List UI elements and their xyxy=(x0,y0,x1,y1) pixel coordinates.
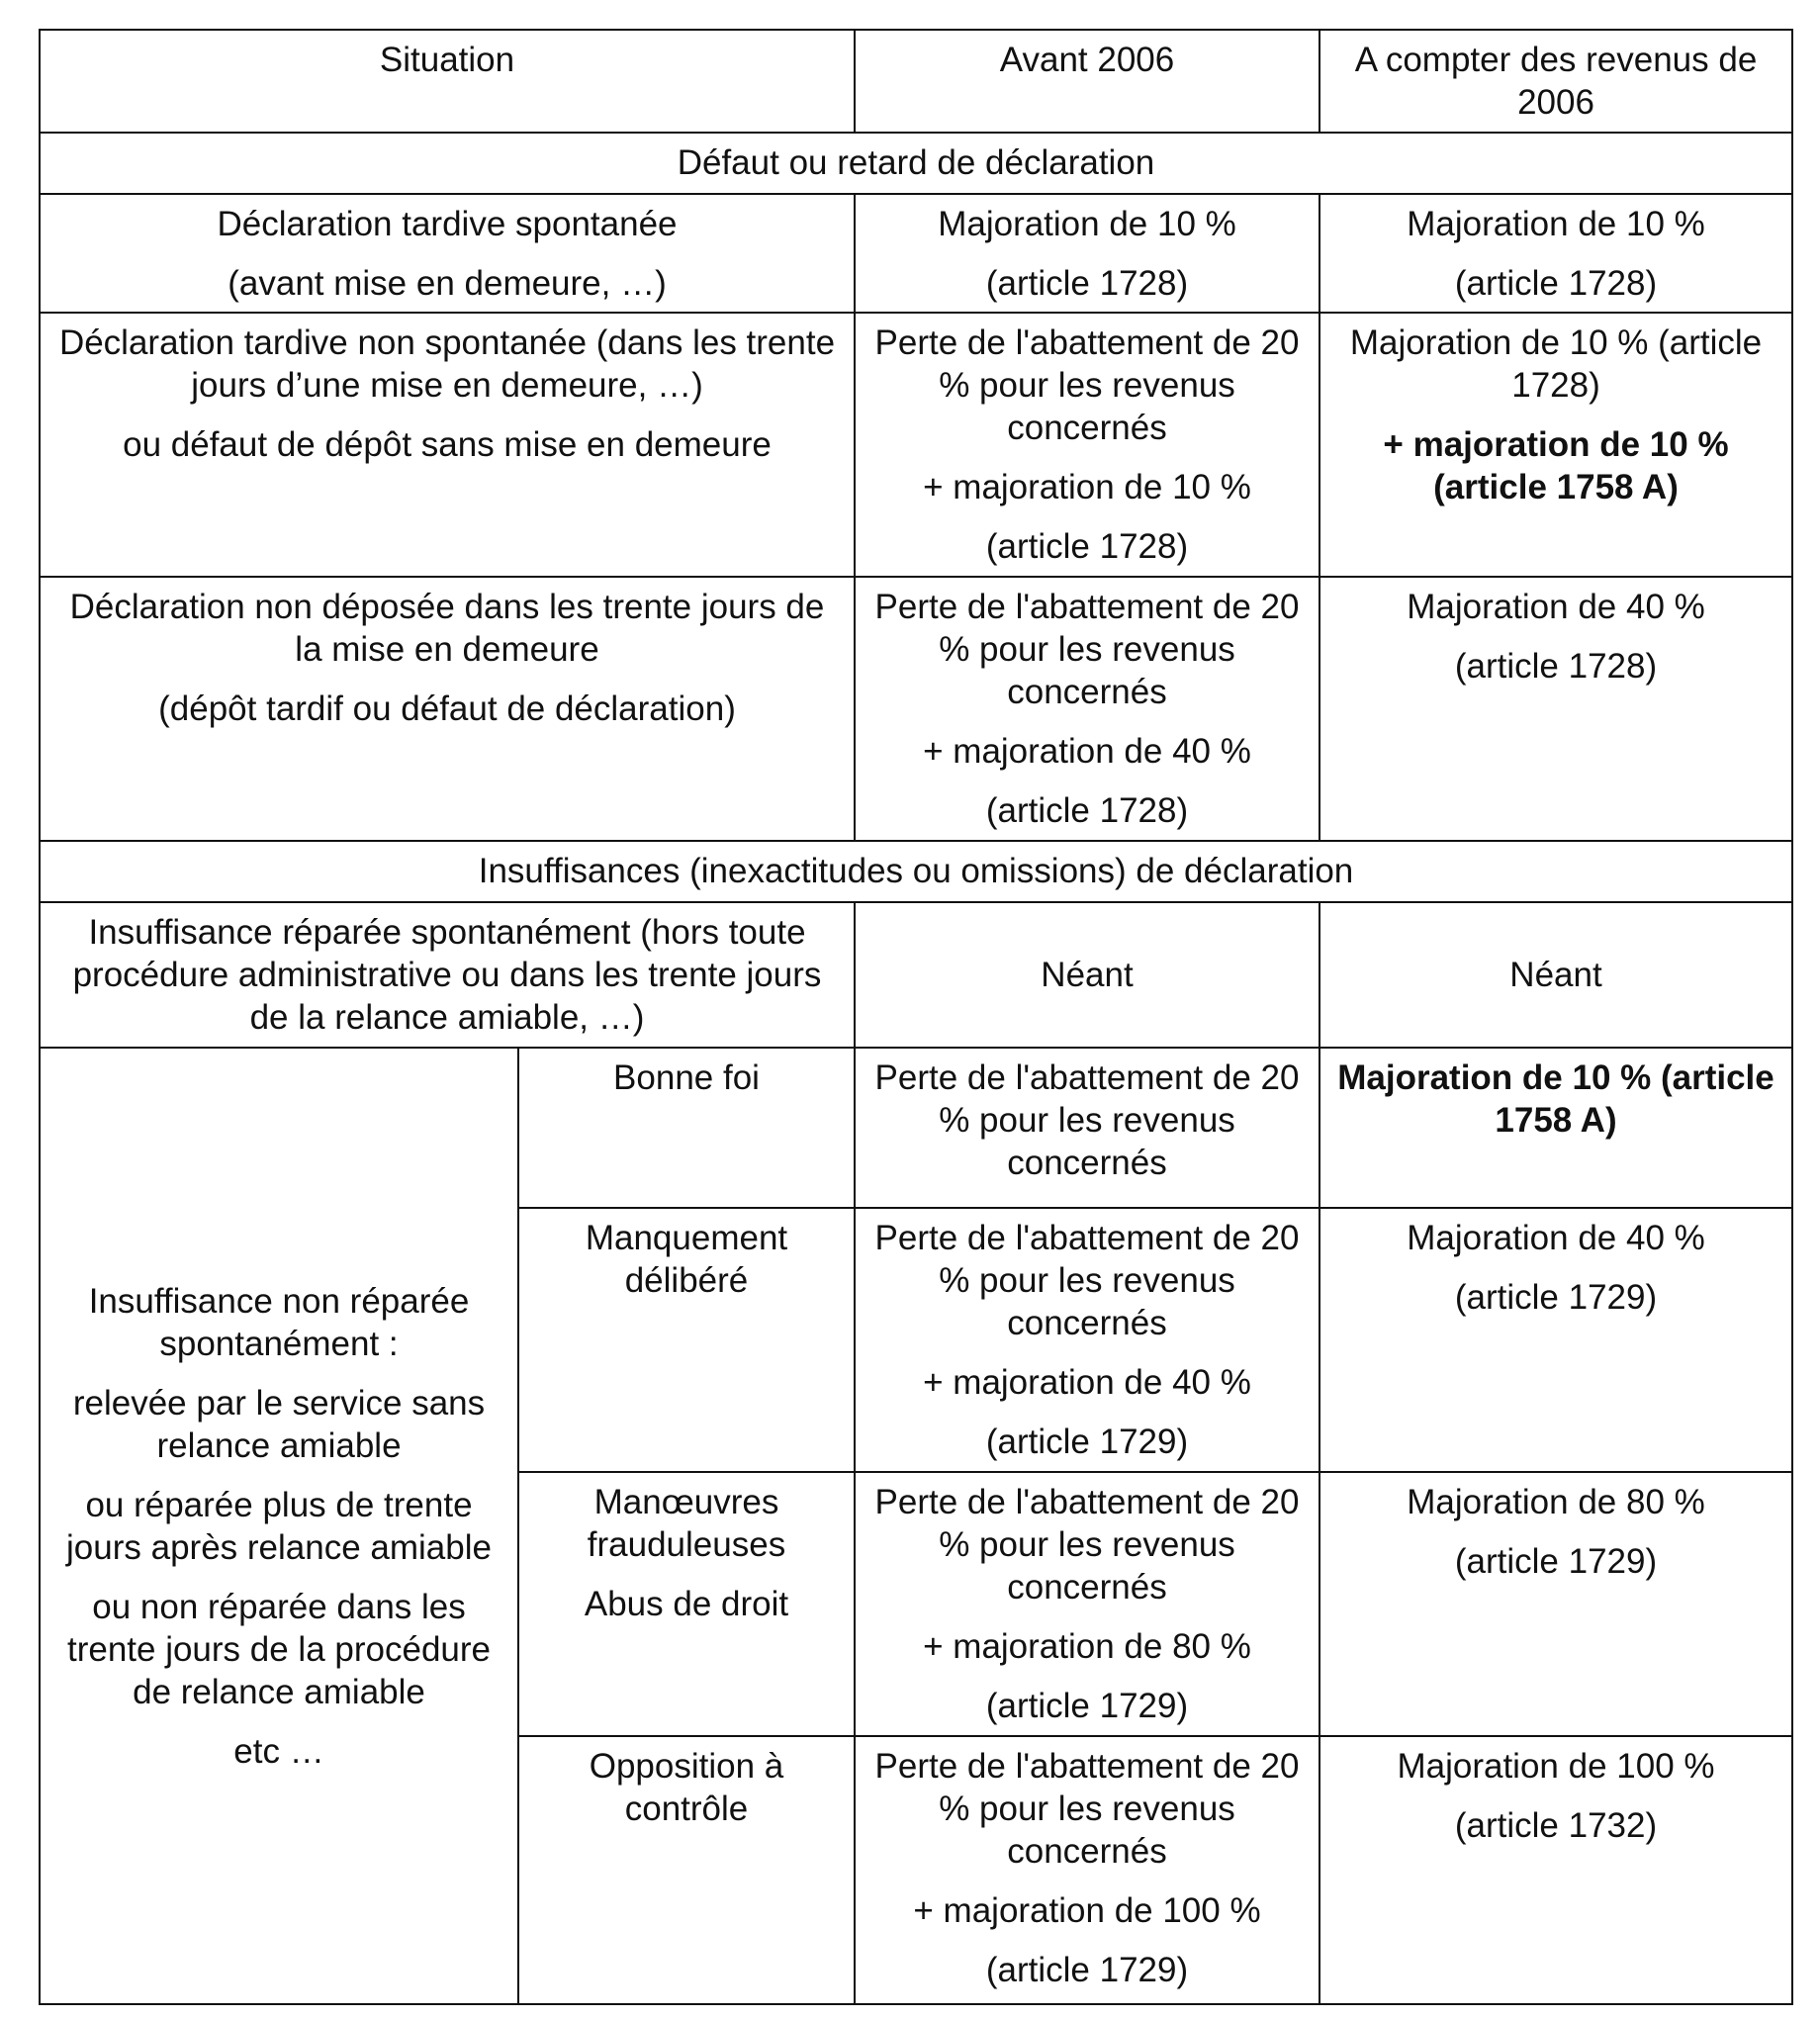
apres-cell: Majoration de 80 % (article 1729) xyxy=(1320,1472,1792,1736)
table-row xyxy=(40,194,1792,313)
avant-cell: Perte de l'abattement de 20 % pour les revenus concernés xyxy=(855,1048,1320,1208)
avant-cell: Perte de l'abattement de 20 % pour les revenus concernés + majoration de 40 % (article 1728) xyxy=(855,577,1320,841)
header-a-compter-2006: A compter des revenus de 2006 xyxy=(1320,30,1792,133)
apres-cell: Majoration de 10 % (article 1728) + majoration de 10 % (article 1758 A) xyxy=(1320,313,1792,577)
apres-cell: Majoration de 10 % (article 1758 A) xyxy=(1320,1048,1792,1208)
situation-cell: Insuffisance réparée spontanément (hors toute procédure administrative ou dans les trente jours de la relance amiable, …) xyxy=(40,902,855,1048)
subcase-label: Manœuvres frauduleuses Abus de droit xyxy=(518,1472,855,1736)
avant-cell: Perte de l'abattement de 20 % pour les revenus concernés + majoration de 80 % (article 1729) xyxy=(855,1472,1320,1736)
section-row xyxy=(40,133,1792,194)
table-row xyxy=(40,1048,1792,1208)
table-row xyxy=(40,313,1792,577)
apres-cell: Majoration de 40 % (article 1728) xyxy=(1320,577,1792,841)
situation-cell: Déclaration non déposée dans les trente jours de la mise en demeure (dépôt tardif ou défaut de déclaration) xyxy=(40,577,855,841)
section-title-defaut-retard: Défaut ou retard de déclaration xyxy=(40,133,1792,194)
apres-cell: Majoration de 100 % (article 1732) xyxy=(1320,1736,1792,2004)
situation-cell: Déclaration tardive spontanée (avant mise en demeure, …) xyxy=(40,194,855,313)
header-row xyxy=(40,30,1792,133)
situation-cell: Déclaration tardive non spontanée (dans les trente jours d’une mise en demeure, …) ou défaut de dépôt sans mise en demeure xyxy=(40,313,855,577)
avant-cell: Majoration de 10 % (article 1728) xyxy=(855,194,1320,313)
header-avant-2006: Avant 2006 xyxy=(855,30,1320,133)
avant-cell: Néant xyxy=(855,902,1320,1048)
subcase-label: Bonne foi xyxy=(518,1048,855,1208)
avant-cell: Perte de l'abattement de 20 % pour les revenus concernés + majoration de 100 % (article 1729) xyxy=(855,1736,1320,2004)
section-row xyxy=(40,841,1792,902)
apres-cell: Majoration de 40 % (article 1729) xyxy=(1320,1208,1792,1472)
apres-cell: Majoration de 10 % (article 1728) xyxy=(1320,194,1792,313)
situation-group-cell: Insuffisance non réparée spontanément : relevée par le service sans relance amiable ou réparée plus de trente jours après relance amiable ou non réparée dans les trente jours de la procédure de relance amiable etc … xyxy=(40,1048,518,2004)
apres-cell: Néant xyxy=(1320,902,1792,1048)
table-row xyxy=(40,902,1792,1048)
subcase-label: Opposition à contrôle xyxy=(518,1736,855,2004)
avant-cell: Perte de l'abattement de 20 % pour les revenus concernés + majoration de 40 % (article 1729) xyxy=(855,1208,1320,1472)
header-situation: Situation xyxy=(40,30,855,133)
section-title-insuffisances: Insuffisances (inexactitudes ou omissions) de déclaration xyxy=(40,841,1792,902)
avant-cell: Perte de l'abattement de 20 % pour les revenus concernés + majoration de 10 % (article 1728) xyxy=(855,313,1320,577)
subcase-label: Manquement délibéré xyxy=(518,1208,855,1472)
table-row xyxy=(40,577,1792,841)
penalties-table xyxy=(39,29,1793,2005)
